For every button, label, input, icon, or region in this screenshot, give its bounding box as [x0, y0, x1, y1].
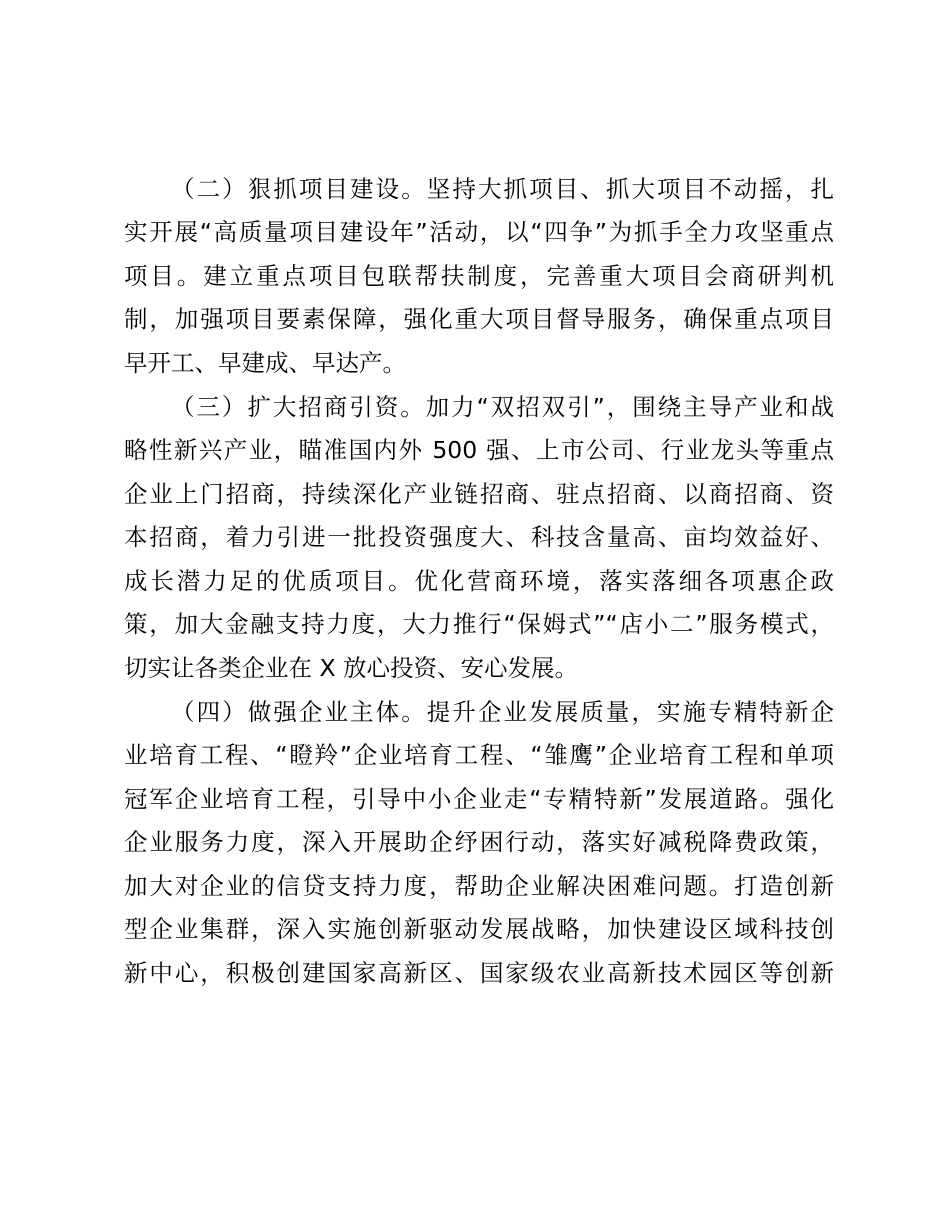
paragraph-line: 新中心，积极创建国家高新区、国家级农业高新技术园区等创新: [124, 959, 834, 987]
paragraph-line: 项目。建立重点项目包联帮扶制度，完善重大项目会商研判机: [124, 262, 834, 290]
paragraph-line: （二）狠抓项目建设。坚持大抓项目、抓大项目不动摇，扎: [171, 175, 834, 203]
paragraph-line: 加大对企业的信贷支持力度，帮助企业解决困难问题。打造创新: [124, 872, 834, 900]
paragraph-line: 业培育工程、“瞪羚”企业培育工程、“雏鹰”企业培育工程和单项: [124, 741, 834, 769]
paragraph-line: 企业服务力度，深入开展助企纾困行动，落实好减税降费政策，: [124, 828, 834, 856]
paragraph-line: 实开展“高质量项目建设年”活动，以“四争”为抓手全力攻坚重点: [124, 218, 834, 246]
paragraph-line: 切实让各类企业在 X 放心投资、安心发展。: [124, 654, 579, 682]
paragraph-line: 策，加大金融支持力度，大力推行“保姆式”“店小二”服务模式，: [124, 610, 834, 638]
paragraph-line: 早开工、早建成、早达产。: [124, 349, 406, 377]
paragraph-line: 冠军企业培育工程，引导中小企业走“专精特新”发展道路。强化: [124, 785, 834, 813]
paragraph-line: 成长潜力足的优质项目。优化营商环境，落实落细各项惠企政: [124, 567, 834, 595]
paragraph-line: 企业上门招商，持续深化产业链招商、驻点招商、以商招商、资: [124, 480, 834, 508]
paragraph-line: 制，加强项目要素保障，强化重大项目督导服务，确保重点项目: [124, 305, 834, 333]
paragraph-line: 本招商，着力引进一批投资强度大、科技含量高、亩均效益好、: [124, 523, 834, 551]
paragraph-line: 略性新兴产业，瞄准国内外 500 强、上市公司、行业龙头等重点: [124, 436, 834, 464]
paragraph-line: 型企业集群，深入实施创新驱动发展战略，加快建设区域科技创: [124, 915, 834, 943]
paragraph-line: （四）做强企业主体。提升企业发展质量，实施专精特新企: [171, 698, 834, 726]
paragraph-line: （三）扩大招商引资。加力“双招双引”，围绕主导产业和战: [171, 393, 834, 421]
